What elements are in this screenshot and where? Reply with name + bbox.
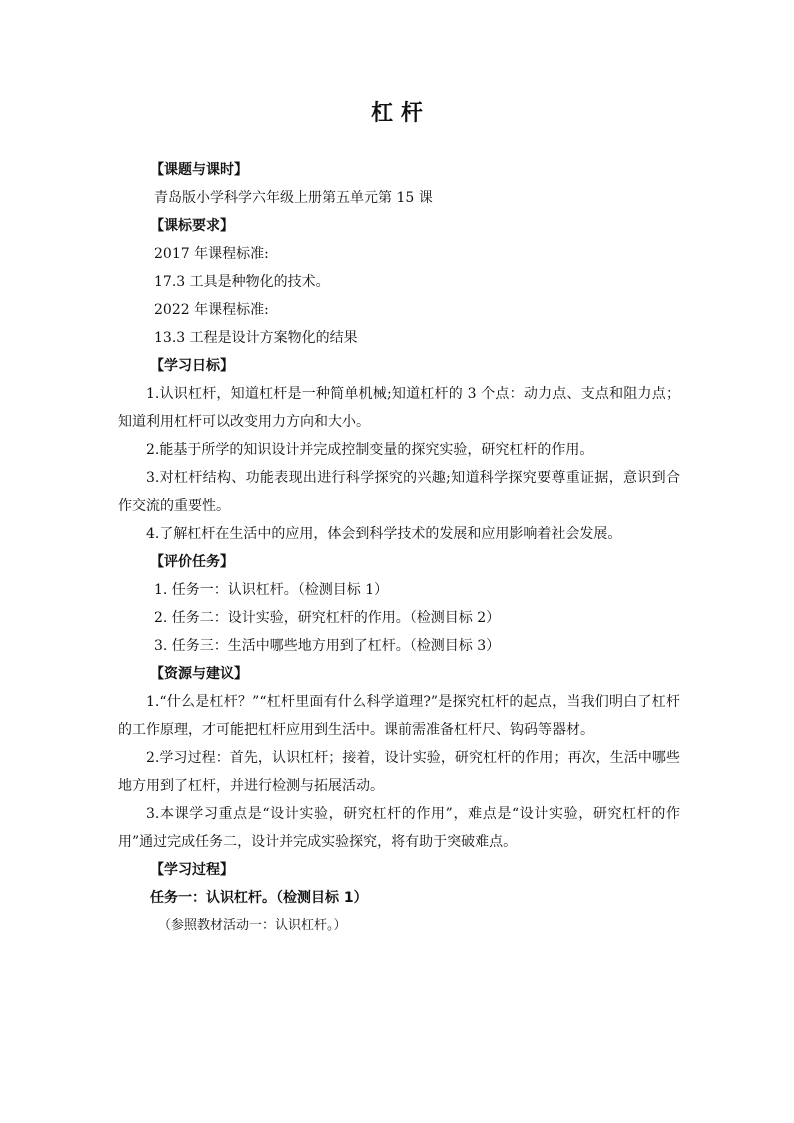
goal-paragraph-2: 2.能基于所学的知识设计并完成控制变量的探究实验，研究杠杆的作用。 [146, 442, 594, 458]
document-body [118, 156, 680, 940]
goal-paragraph-1: 1.认识杠杆，知道杠杆是一种简单机械;知道杠杆的 3 个点：动力点、支点和阻力点；知道利用杠杆可以改变用力方向和大小。 [118, 386, 680, 430]
resource-paragraph-3: 3.本课学习重点是“设计实验，研究杠杆的作用”，难点是“设计实验，研究杠杆的作用”通过完成任务二，设计并完成实验探究，将有助于突破难点。 [118, 806, 680, 850]
section-heading-standards: 【课标要求】 [150, 218, 234, 234]
goal-paragraph-4: 4.了解杠杆在生活中的应用，体会到科学技术的发展和应用影响着社会发展。 [146, 526, 622, 542]
goal-paragraph-3: 3.对杠杆结构、功能表现出进行科学探究的兴趣;知道科学探究要尊重证据，意识到合作交流的重要性。 [118, 470, 680, 514]
process-task-1: 任务一：认识杠杆。（检测目标 1） [150, 890, 368, 906]
standards-line-3: 2022 年课程标准: [154, 302, 269, 318]
document-title: 杠 杆 [371, 100, 423, 126]
task-line-2: 2. 任务二：设计实验，研究杠杆的作用。（检测目标 2） [154, 610, 501, 626]
standards-line-2: 17.3 工具是种物化的技术。 [154, 274, 330, 290]
resource-paragraph-1: 1.“什么是杠杆？”“杠杆里面有什么科学道理?”是探究杠杆的起点，当我们明白了杠杆的工作原理，才可能把杠杆应用到生活中。课前需准备杠杆尺、钩码等器材。 [118, 694, 680, 738]
section-heading-process: 【学习过程】 [150, 862, 234, 878]
section-heading-resources: 【资源与建议】 [150, 666, 248, 682]
section-heading-tasks: 【评价任务】 [150, 554, 234, 570]
process-note: （参照教材活动一：认识杠杆。） [158, 918, 347, 933]
resource-paragraph-2: 2.学习过程：首先，认识杠杆；接着，设计实验，研究杠杆的作用；再次，生活中哪些地方用到了杠杆，并进行检测与拓展活动。 [118, 750, 680, 794]
section-heading-goals: 【学习日标】 [150, 358, 234, 374]
standards-line-4: 13.3 工程是设计方案物化的结果 [154, 330, 358, 346]
standards-line-1: 2017 年课程标准: [154, 246, 269, 262]
task-line-1: 1. 任务一：认识杠杆。（检测目标 1） [154, 582, 389, 598]
section-heading-course: 【课题与课时】 [150, 162, 248, 178]
task-line-3: 3. 任务三：生活中哪些地方用到了杠杆。（检测目标 3） [154, 638, 501, 654]
course-line: 青岛版小学科学六年级上册第五单元第 15 课 [154, 190, 433, 206]
